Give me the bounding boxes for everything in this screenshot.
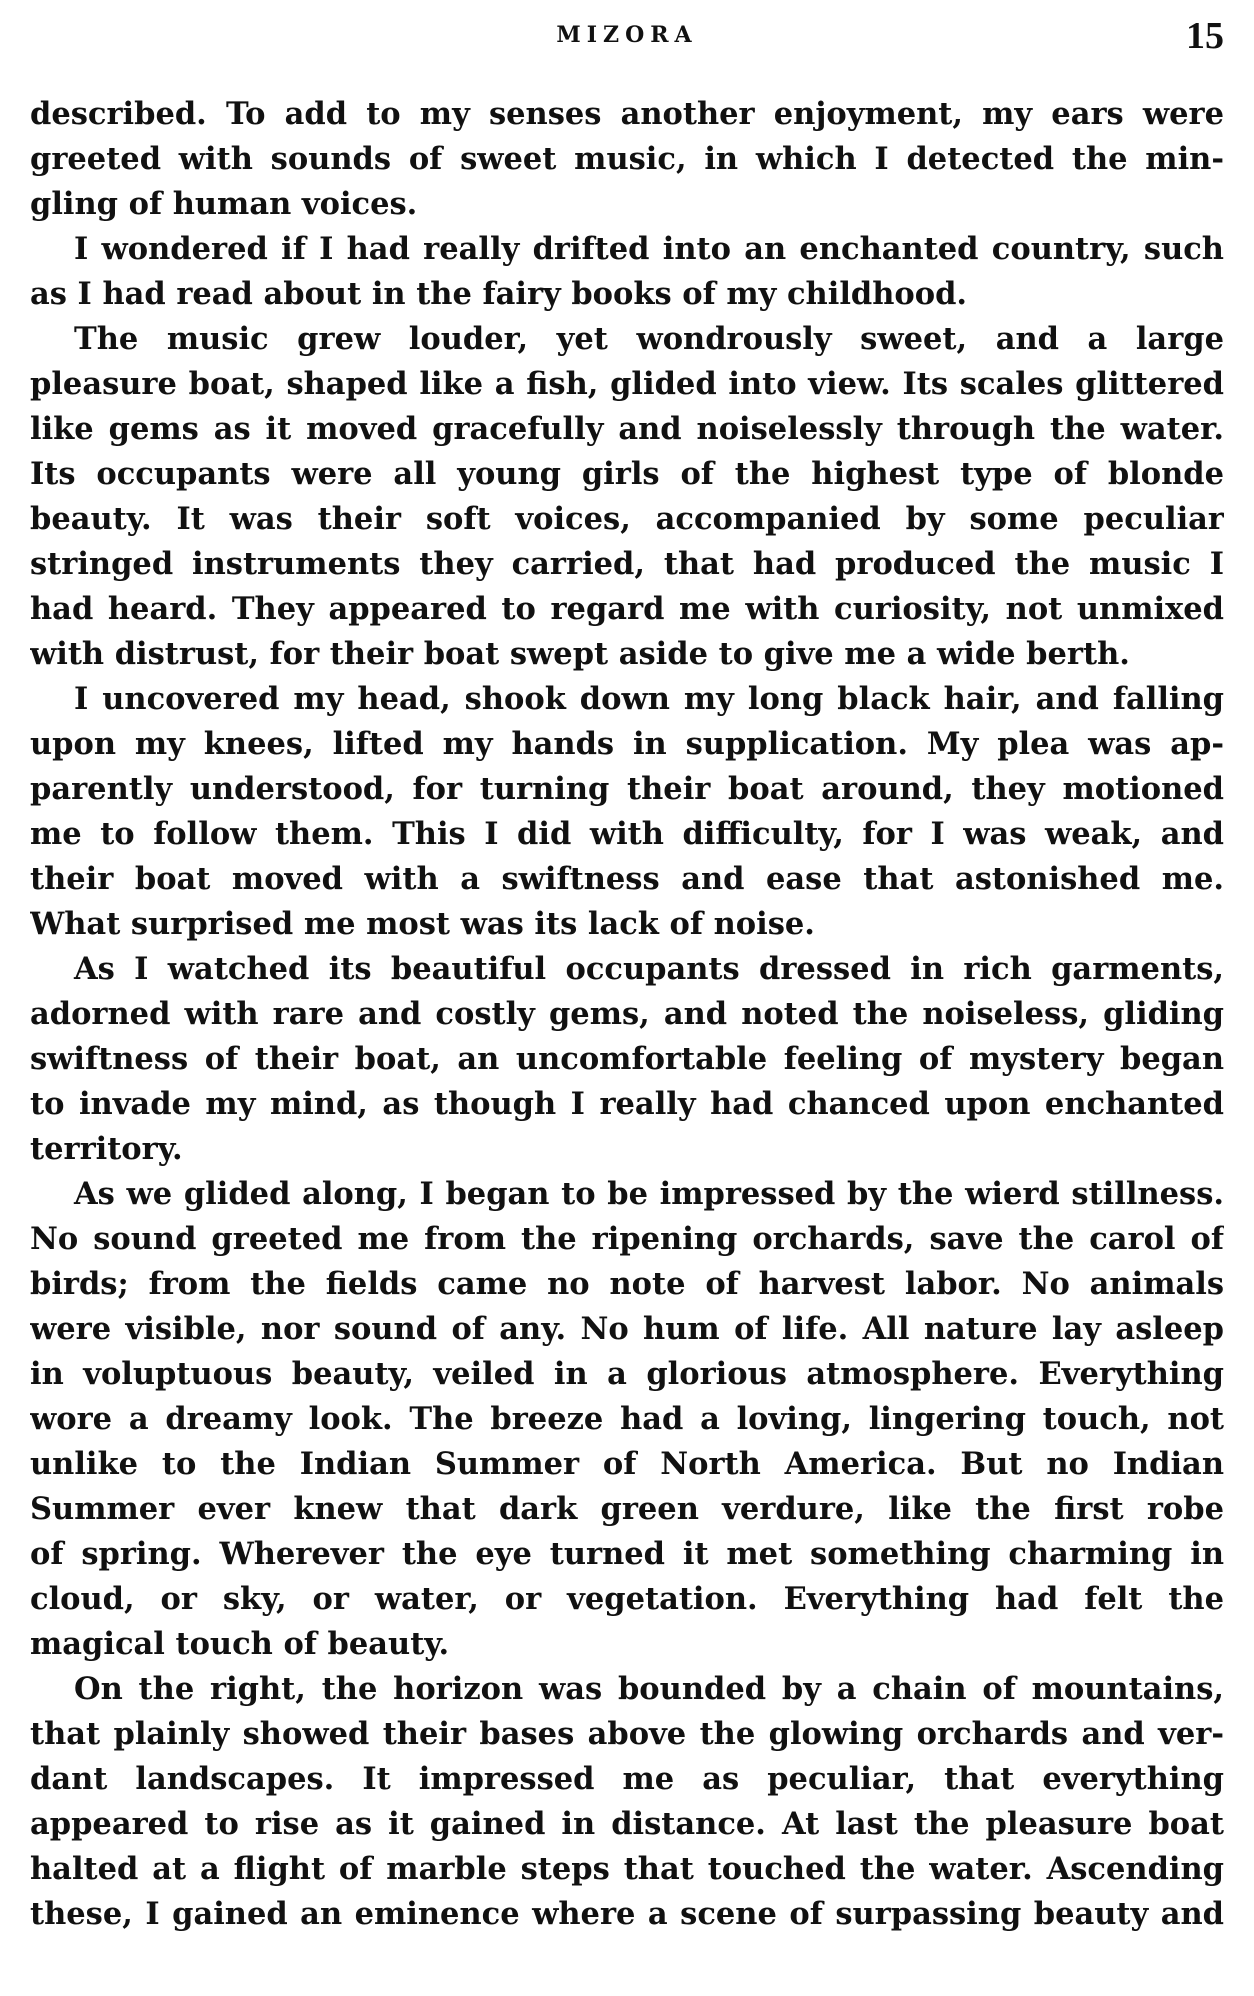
paragraph: [30, 317, 1224, 677]
text-line: that plainly showed their bases above the glowing orchards and ver-: [30, 1716, 1224, 1752]
running-title: MIZORA: [556, 22, 698, 48]
text-line: adorned with rare and costly gems, and noted the noiseless, gliding: [30, 996, 1224, 1032]
text-line: appeared to rise as it gained in distance. At last the pleasure boat: [30, 1806, 1224, 1842]
text-line: What surprised me most was its lack of noise.: [30, 906, 815, 942]
text-line: had heard. They appeared to regard me with curiosity, not unmixed: [30, 591, 1224, 627]
text-line: beauty. It was their soft voices, accompanied by some peculiar: [30, 501, 1224, 537]
body-text: [30, 92, 1224, 1937]
text-line: As we glided along, I began to be impressed by the wierd stillness.: [74, 1176, 1224, 1212]
text-line: described. To add to my senses another enjoyment, my ears were: [30, 96, 1224, 132]
text-line: swiftness of their boat, an uncomfortable feeling of mystery began: [30, 1041, 1224, 1077]
text-line: dant landscapes. It impressed me as peculiar, that everything: [30, 1761, 1224, 1797]
text-line: as I had read about in the fairy books of my childhood.: [30, 276, 968, 312]
text-line: wore a dreamy look. The breeze had a loving, lingering touch, not: [30, 1401, 1224, 1437]
text-line: territory.: [30, 1131, 183, 1167]
text-line: gling of human voices.: [30, 186, 418, 222]
paragraph: [30, 1667, 1224, 1937]
text-line: birds; from the fields came no note of harvest labor. No animals: [30, 1266, 1224, 1302]
paragraph: [30, 1172, 1224, 1667]
text-line: halted at a flight of marble steps that touched the water. Ascending: [30, 1851, 1224, 1887]
text-line: stringed instruments they carried, that had produced the music I: [30, 546, 1224, 582]
text-line: their boat moved with a swiftness and ease that astonished me.: [30, 861, 1224, 897]
text-line: were visible, nor sound of any. No hum of life. All nature lay asleep: [30, 1311, 1224, 1347]
text-line: greeted with sounds of sweet music, in which I detected the min-: [30, 141, 1224, 177]
paragraph: [30, 92, 1224, 227]
text-line: parently understood, for turning their boat around, they motioned: [30, 771, 1224, 807]
text-line: Summer ever knew that dark green verdure, like the first robe: [30, 1491, 1224, 1527]
text-line: me to follow them. This I did with difficulty, for I was weak, and: [30, 816, 1224, 852]
text-line: No sound greeted me from the ripening orchards, save the carol of: [30, 1221, 1224, 1257]
text-line: in voluptuous beauty, veiled in a glorious atmosphere. Everything: [30, 1356, 1224, 1392]
text-line: Its occupants were all young girls of the highest type of blonde: [30, 456, 1224, 492]
text-line: The music grew louder, yet wondrously sweet, and a large: [74, 321, 1224, 357]
text-line: As I watched its beautiful occupants dressed in rich garments,: [74, 951, 1224, 987]
paragraph: [30, 227, 1224, 317]
text-line: I uncovered my head, shook down my long black hair, and falling: [74, 681, 1224, 717]
paragraph: [30, 677, 1224, 947]
text-line: with distrust, for their boat swept aside to give me a wide berth.: [30, 636, 1130, 672]
text-line: these, I gained an eminence where a scene of surpassing beauty and: [30, 1896, 1224, 1932]
text-line: pleasure boat, shaped like a fish, glided into view. Its scales glittered: [30, 366, 1224, 402]
text-line: like gems as it moved gracefully and noiselessly through the water.: [30, 411, 1224, 447]
text-line: unlike to the Indian Summer of North America. But no Indian: [30, 1446, 1224, 1482]
text-line: to invade my mind, as though I really had chanced upon enchanted: [30, 1086, 1224, 1122]
text-line: magical touch of beauty.: [30, 1626, 450, 1662]
text-line: cloud, or sky, or water, or vegetation. Everything had felt the: [30, 1581, 1224, 1617]
paragraph: [30, 947, 1224, 1172]
page-number: 15: [1186, 15, 1224, 57]
text-line: upon my knees, lifted my hands in supplication. My plea was ap-: [30, 726, 1224, 762]
text-line: I wondered if I had really drifted into an enchanted country, such: [74, 231, 1224, 267]
text-line: On the right, the horizon was bounded by a chain of mountains,: [74, 1671, 1224, 1707]
text-line: of spring. Wherever the eye turned it met something charming in: [30, 1536, 1224, 1572]
